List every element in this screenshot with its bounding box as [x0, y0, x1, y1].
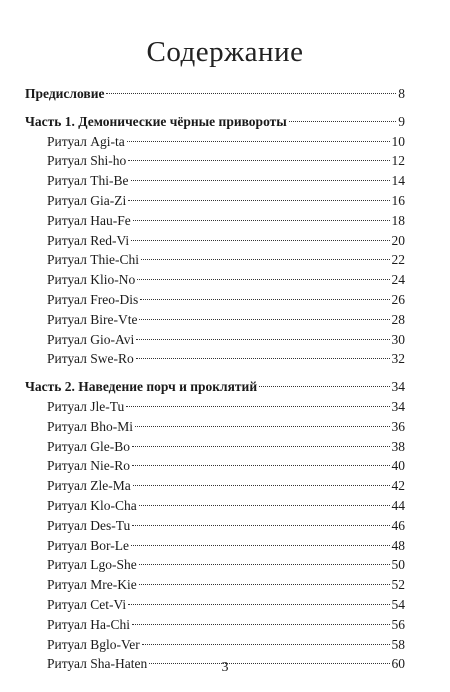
toc-entry-label: Ритуал Des-Tu — [47, 517, 131, 533]
page-title: Содержание — [146, 36, 304, 68]
toc-entry-page: 54 — [391, 596, 405, 612]
toc-entry-page: 40 — [391, 458, 405, 474]
dot-leader — [139, 505, 390, 506]
toc-entry-label: Ритуал Zle-Ma — [47, 478, 131, 494]
toc-entry-ritual[interactable] — [25, 211, 405, 231]
toc-entry-page: 12 — [391, 153, 405, 169]
toc-entry-label: Ритуал Mre-Kie — [47, 577, 137, 593]
toc-entry-ritual[interactable] — [25, 516, 405, 536]
dot-leader — [136, 339, 389, 340]
dot-leader — [132, 624, 390, 625]
dot-leader — [140, 299, 389, 300]
toc-entry-page: 34 — [391, 398, 405, 414]
toc-entry-ritual[interactable] — [25, 270, 405, 290]
toc-entry-page: 32 — [391, 351, 405, 367]
toc-entry-label: Ритуал Thie-Chi — [47, 252, 139, 268]
part2-ritual-list — [25, 397, 405, 674]
dot-leader — [131, 240, 389, 241]
toc-entry-part2[interactable] — [25, 377, 405, 397]
toc-entry-ritual[interactable] — [25, 290, 405, 310]
toc-entry-ritual[interactable] — [25, 132, 405, 152]
toc-entry-page: 44 — [391, 497, 405, 513]
dot-leader — [131, 180, 390, 181]
toc-entry-ritual[interactable] — [25, 437, 405, 457]
toc-entry-ritual[interactable] — [25, 555, 405, 575]
toc-entry-ritual[interactable] — [25, 310, 405, 330]
toc-entry-label: Ритуал Hau-Fe — [47, 212, 131, 228]
toc-entry-ritual[interactable] — [25, 349, 405, 369]
dot-leader — [126, 406, 389, 407]
toc-entry-label: Ритуал Bor-Le — [47, 537, 129, 553]
toc-entry-label: Ритуал Klio-No — [47, 272, 136, 288]
toc-entry-ritual[interactable] — [25, 417, 405, 437]
toc-entry-page: 36 — [391, 418, 405, 434]
toc-entry-label: Ритуал Gle-Bo — [47, 438, 130, 454]
toc-entry-ritual[interactable] — [25, 595, 405, 615]
dot-leader — [128, 160, 389, 161]
dot-leader — [135, 426, 389, 427]
toc-entry-page: 30 — [391, 331, 405, 347]
toc-entry-page: 26 — [391, 291, 405, 307]
toc-entry-ritual[interactable] — [25, 476, 405, 496]
toc-entry-ritual[interactable] — [25, 250, 405, 270]
toc-entry-ritual[interactable] — [25, 330, 405, 350]
toc-entry-ritual[interactable] — [25, 231, 405, 251]
dot-leader — [142, 644, 390, 645]
toc-entry-page: 28 — [391, 311, 405, 327]
toc-entry-label: Ритуал Gio-Avi — [47, 331, 135, 347]
dot-leader — [133, 485, 390, 486]
toc-entry-ritual[interactable] — [25, 456, 405, 476]
toc-entry-ritual[interactable] — [25, 615, 405, 635]
toc-entry-page: 58 — [391, 636, 405, 652]
toc-entry-ritual[interactable] — [25, 191, 405, 211]
toc-entry-label: Ритуал Gia-Zi — [47, 192, 127, 208]
toc-entry-page: 38 — [391, 438, 405, 454]
toc-entry-label: Ритуал Shi-ho — [47, 153, 127, 169]
dot-leader — [128, 200, 389, 201]
toc-entry-ritual[interactable] — [25, 575, 405, 595]
dot-leader — [136, 358, 390, 359]
dot-leader — [127, 141, 390, 142]
toc-entry-page: 60 — [391, 656, 405, 672]
toc-entry-label: Ритуал Cet-Vi — [47, 596, 127, 612]
dot-leader — [128, 604, 389, 605]
toc-entry-ritual[interactable] — [25, 171, 405, 191]
toc-entry-preface[interactable] — [25, 84, 405, 104]
page-number: 3 — [221, 660, 229, 675]
dot-leader — [139, 584, 390, 585]
dot-leader — [259, 386, 389, 387]
toc-entry-page: 16 — [391, 192, 405, 208]
toc-entry-page: 56 — [391, 616, 405, 632]
toc-entry-page: 20 — [391, 232, 405, 248]
toc-entry-label: Часть 2. Наведение порч и проклятий — [25, 379, 258, 395]
toc-entry-ritual[interactable] — [25, 397, 405, 417]
toc-entry-ritual[interactable] — [25, 496, 405, 516]
dot-leader — [289, 121, 396, 122]
toc-entry-label: Ритуал Lgo-She — [47, 557, 137, 573]
table-of-contents — [25, 84, 405, 674]
toc-entry-label: Ритуал Freo-Dis — [47, 291, 139, 307]
dot-leader — [141, 259, 390, 260]
toc-entry-page: 52 — [391, 577, 405, 593]
dot-leader — [137, 279, 389, 280]
toc-entry-label: Ритуал Thi-Be — [47, 173, 129, 189]
toc-entry-page: 42 — [391, 478, 405, 494]
dot-leader — [139, 564, 390, 565]
dot-leader — [132, 465, 390, 466]
toc-entry-page: 46 — [391, 517, 405, 533]
toc-entry-page: 18 — [391, 212, 405, 228]
toc-entry-label: Ритуал Agi-ta — [47, 133, 125, 149]
toc-entry-label: Ритуал Jle-Tu — [47, 398, 125, 414]
dot-leader — [131, 545, 390, 546]
toc-entry-page: 22 — [391, 252, 405, 268]
section-gap — [25, 369, 405, 377]
toc-entry-label: Ритуал Bho-Mi — [47, 418, 134, 434]
toc-entry-label: Ритуал Red-Vi — [47, 232, 130, 248]
toc-entry-label: Ритуал Bire-Vte — [47, 311, 138, 327]
toc-entry-label: Ритуал Nie-Ro — [47, 458, 130, 474]
toc-entry-ritual[interactable] — [25, 536, 405, 556]
toc-entry-label: Ритуал Sha-Haten — [47, 656, 148, 672]
toc-entry-page: 48 — [391, 537, 405, 553]
toc-entry-page: 24 — [391, 272, 405, 288]
toc-entry-label: Ритуал Ha-Chi — [47, 616, 130, 632]
dot-leader — [106, 93, 396, 94]
toc-entry-page: 34 — [391, 379, 405, 395]
toc-entry-label: Ритуал Klo-Cha — [47, 497, 137, 513]
toc-entry-page: 50 — [391, 557, 405, 573]
dot-leader — [139, 319, 389, 320]
dot-leader — [132, 525, 389, 526]
toc-entry-ritual[interactable] — [25, 151, 405, 171]
toc-entry-label: Ритуал Swe-Ro — [47, 351, 134, 367]
toc-entry-page: 14 — [391, 173, 405, 189]
toc-entry-label: Предисловие — [25, 86, 105, 101]
part1-ritual-list — [25, 132, 405, 370]
toc-entry-ritual[interactable] — [25, 635, 405, 655]
toc-entry-page: 9 — [398, 113, 405, 129]
dot-leader — [133, 220, 390, 221]
toc-entry-page: 10 — [391, 133, 405, 149]
dot-leader — [132, 446, 390, 447]
toc-entry-label: Часть 1. Демонические чёрные привороты — [25, 113, 287, 129]
toc-entry-page: 8 — [398, 86, 405, 101]
toc-entry-part1[interactable] — [25, 112, 405, 132]
section-gap — [25, 104, 405, 112]
toc-entry-label: Ритуал Bglo-Ver — [47, 636, 140, 652]
